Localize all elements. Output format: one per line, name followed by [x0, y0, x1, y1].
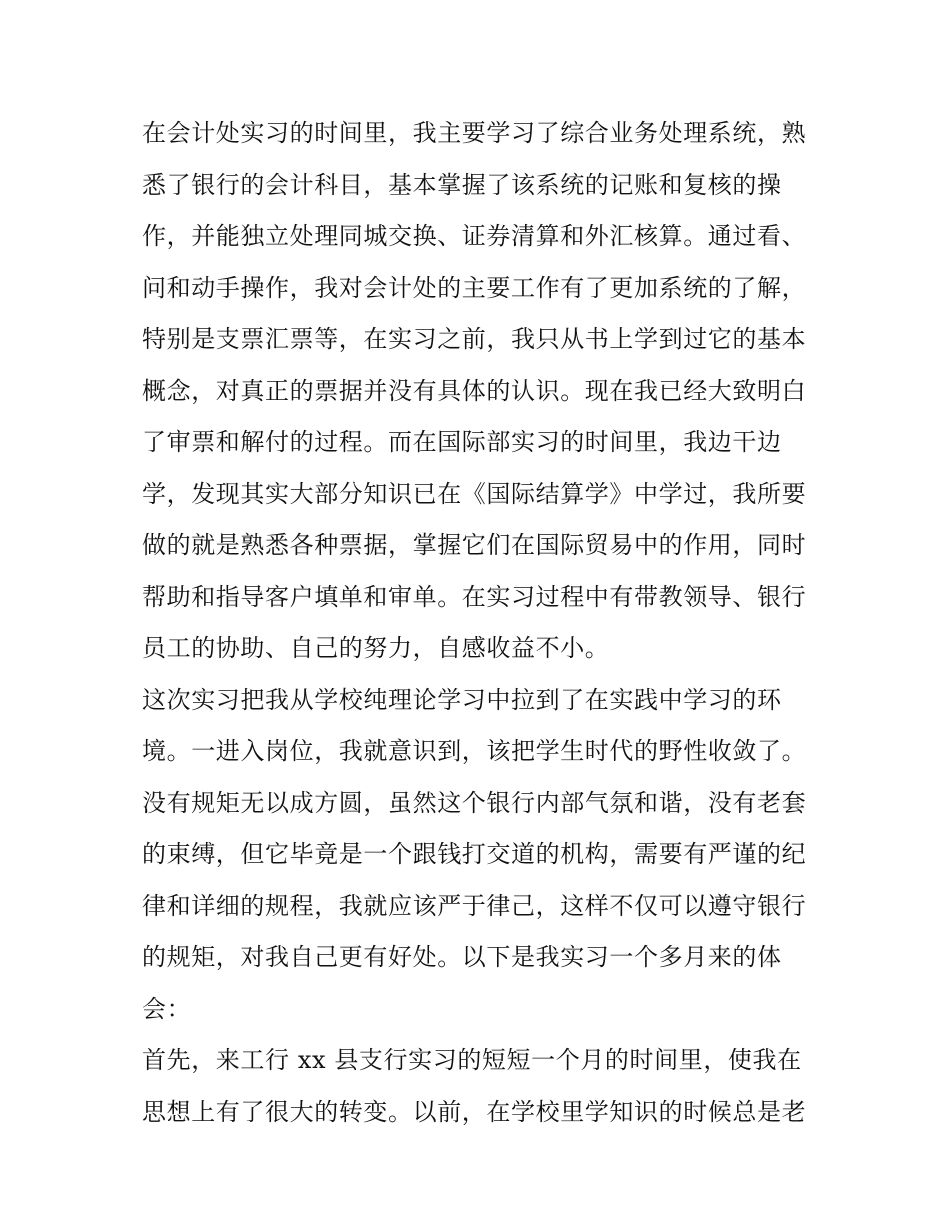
- text-line: 做的就是熟悉各种票据，掌握它们在国际贸易中的作用，同时: [142, 531, 807, 559]
- text-line: 境。一进入岗位，我就意识到，该把学生时代的野性收敛了。: [142, 737, 807, 765]
- text-line: 作，并能独立处理同城交换、证券清算和外汇核算。通过看、: [142, 222, 807, 250]
- text-line: 首先，来工行 xx 县支行实习的短短一个月的时间里，使我在: [142, 1046, 802, 1074]
- text-line: 这次实习把我从学校纯理论学习中拉到了在实践中学习的环: [142, 685, 782, 714]
- text-line: 律和详细的规程，我就应该严于律己，这样不仅可以遵守银行: [142, 891, 807, 920]
- text-line: 问和动手操作，我对会计处的主要工作有了更加系统的了解，: [142, 273, 807, 302]
- text-line: 帮助和指导客户填单和审单。在实习过程中有带教领导、银行: [142, 582, 807, 611]
- text-line: 的规矩，对我自己更有好处。以下是我实习一个多月来的体: [142, 943, 782, 971]
- body-text: [142, 108, 822, 1138]
- text-line: 没有规矩无以成方圆，虽然这个银行内部气氛和谐，没有老套: [142, 788, 807, 817]
- text-line: 员工的协助、自己的努力，自感收益不小。: [142, 634, 610, 662]
- text-line: 概念，对真正的票据并没有具体的认识。现在我已经大致明白: [142, 376, 807, 405]
- text-line: 悉了银行的会计科目，基本掌握了该系统的记账和复核的操: [142, 170, 782, 199]
- text-line: 会：: [142, 994, 192, 1023]
- text-line: 学，发现其实大部分知识已在《国际结算学》中学过，我所要: [142, 479, 807, 508]
- text-line: 思想上有了很大的转变。以前，在学校里学知识的时候总是老: [142, 1097, 807, 1126]
- text-line: 在会计处实习的时间里，我主要学习了综合业务处理系统，熟: [142, 119, 807, 147]
- text-line: 特别是支票汇票等，在实习之前，我只从书上学到过它的基本: [142, 325, 807, 353]
- text-line: 了审票和解付的过程。而在国际部实习的时间里，我边干边: [142, 428, 782, 456]
- text-line: 的束缚，但它毕竟是一个跟钱打交道的机构，需要有严谨的纪: [142, 840, 807, 868]
